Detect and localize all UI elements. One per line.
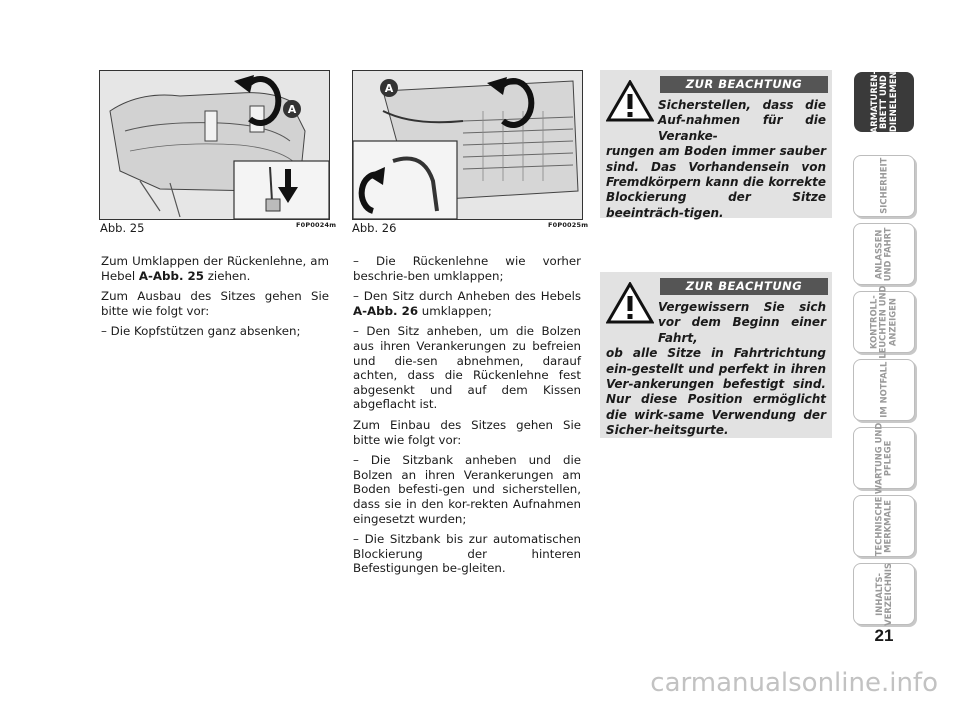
tab-inhaltsverzeichnis[interactable]: INHALTS- VERZEICHNIS [852, 562, 916, 626]
paragraph: Zum Einbau des Sitzes gehen Sie bitte wie folgt vor: [353, 417, 581, 447]
figure-26 [352, 70, 583, 220]
paragraph: – Die Rückenlehne wie vorher beschrie-ben umklappen; [353, 254, 581, 283]
seat-bolt-illustration [353, 71, 582, 219]
paragraph: – Den Sitz anheben, um die Bolzen aus ihren Verankerungen zu befreien und die-sen abnehmen, darauf achten, dass die Rückenlehne fest abgesenkt und auf dem Kissen abgeflacht ist. [353, 324, 581, 412]
warning-text: Sicherstellen, dass die Auf-nahmen für die Veranke- rungen am Boden immer sauber sind. Das Vorhandensein von Fremdkörpern kann die korrekte Blockierung der Sitze beeinträch-tigen. [606, 98, 826, 220]
tab-technische-merkmale[interactable]: TECHNISCHE MERKMALE [852, 494, 916, 558]
warning-box-2 [600, 272, 832, 438]
paragraph: – Die Sitzbank bis zur automatischen Blockierung der hinteren Befestigungen be-gleiten. [353, 532, 581, 576]
callout-a-label: A [384, 82, 394, 95]
tab-kontrollleuchten[interactable]: KONTROLL- LEUCHTEN UND ANZEIGEN [852, 290, 916, 354]
tab-sicherheit[interactable]: SICHERHEIT [852, 154, 916, 218]
paragraph: Zum Ausbau des Sitzes gehen Sie bitte wie folgt vor: [101, 289, 329, 318]
paragraph: – Die Kopfstützen ganz absenken; [101, 324, 301, 339]
figure-25 [99, 70, 330, 220]
warning-box-1 [600, 70, 832, 218]
paragraph: Zum Umklappen der Rückenlehne, am Hebel A-Abb. 25 ziehen. [101, 254, 329, 283]
page-number: 21 [874, 626, 894, 645]
warning-header: ZUR BEACHTUNG [660, 76, 828, 93]
paragraph: – Den Sitz durch Anheben des Hebels A-Abb. 26 umklappen; [353, 289, 581, 318]
tab-anlassen[interactable]: ANLASSEN UND FAHRT [852, 222, 916, 286]
seat-lever-illustration [100, 71, 329, 219]
text-column-2 [353, 254, 581, 582]
figure-25-code: F0P0024m [296, 221, 337, 229]
warning-header: ZUR BEACHTUNG [660, 278, 828, 295]
figure-26-caption: Abb. 26 [352, 221, 397, 235]
tab-armaturenbrett[interactable]: ARMATUREN- BRETT UND BEDIENELEMENTE [852, 70, 916, 134]
tab-im-notfall[interactable]: IM NOTFALL [852, 358, 916, 422]
watermark: carmanualsonline.info [650, 668, 938, 698]
text-column-1 [101, 254, 329, 345]
warning-text: Vergewissern Sie sich vor dem Beginn einer Fahrt, ob alle Sitze in Fahrtrichtung ein-gestellt und perfekt in ihren Ver-ankerungen befestigt sind. Nur diese Position ermöglicht die wirk-same Verwendung der Sicher-heitsgurte. [606, 300, 826, 438]
paragraph: – Die Sitzbank anheben und die Bolzen an ihren Verankerungen am Boden befesti-gen und sicherstellen, dass sie in den kor-rekten Aufnahmen eingesetzt wurden; [353, 453, 581, 526]
tab-wartung[interactable]: WARTUNG UND PFLEGE [852, 426, 916, 490]
figure-26-code: F0P0025m [548, 221, 589, 229]
figure-25-caption: Abb. 25 [100, 221, 145, 235]
callout-a-label: A [287, 103, 297, 116]
